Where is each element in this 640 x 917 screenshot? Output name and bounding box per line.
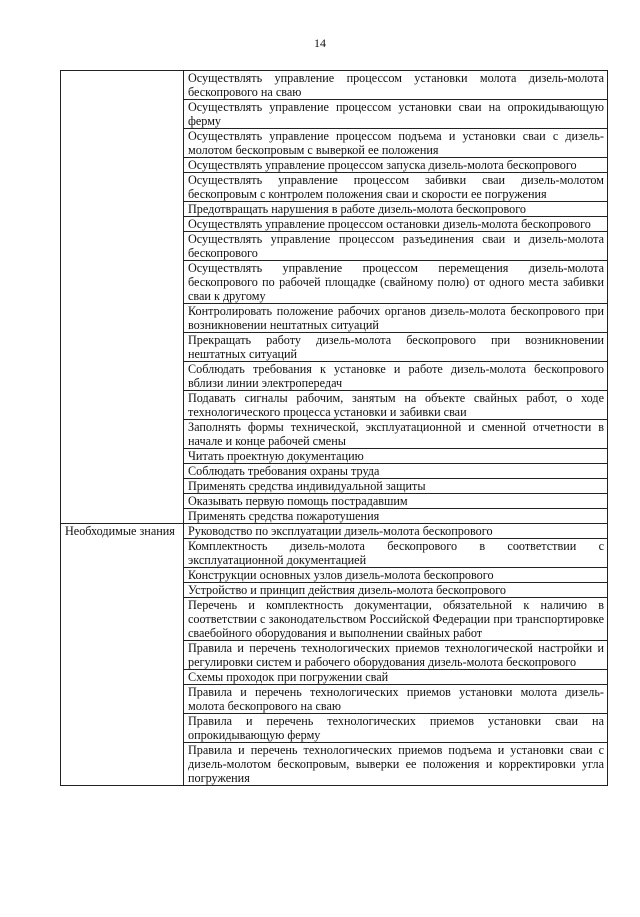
skill-item: Осуществлять управление процессом подъема и установки сваи с дизель-молотом бескопровым с выверкой ее положения xyxy=(184,129,608,158)
skill-item: Осуществлять управление процессом запуска дизель-молота бескопрового xyxy=(184,158,608,173)
page-number: 14 xyxy=(314,36,326,50)
requirements-table xyxy=(60,70,608,786)
skill-item: Применять средства пожаротушения xyxy=(184,509,608,524)
skill-item: Осуществлять управление процессом остановки дизель-молота бескопрового xyxy=(184,217,608,232)
skill-item: Применять средства индивидуальной защиты xyxy=(184,479,608,494)
knowledge-item: Конструкции основных узлов дизель-молота бескопрового xyxy=(184,568,608,583)
knowledge-item: Комплектность дизель-молота бескопрового в соответствии с эксплуатационной документацией xyxy=(184,539,608,568)
knowledge-item: Правила и перечень технологических приемов технологической настройки и регулировки систем и рабочего оборудования дизель-молота бескопрового xyxy=(184,641,608,670)
table-row xyxy=(61,71,608,100)
skill-item: Осуществлять управление процессом перемещения дизель-молота бескопрового по рабочей площадке (свайному полю) от одного места забивки сваи к другому xyxy=(184,261,608,304)
skill-item: Осуществлять управление процессом разъединения сваи и дизель-молота бескопрового xyxy=(184,232,608,261)
knowledge-item: Устройство и принцип действия дизель-молота бескопрового xyxy=(184,583,608,598)
skill-item: Соблюдать требования охраны труда xyxy=(184,464,608,479)
skill-item: Прекращать работу дизель-молота бескопрового при возникновении нештатных ситуаций xyxy=(184,333,608,362)
skill-item: Подавать сигналы рабочим, занятым на объекте свайных работ, о ходе технологического процесса установки и забивки сваи xyxy=(184,391,608,420)
skills-label-cell xyxy=(61,71,184,524)
knowledge-item: Правила и перечень технологических приемов установки сваи на опрокидывающую ферму xyxy=(184,714,608,743)
skill-item: Контролировать положение рабочих органов дизель-молота бескопрового при возникновении нештатных ситуаций xyxy=(184,304,608,333)
knowledge-item: Руководство по эксплуатации дизель-молота бескопрового xyxy=(184,524,608,539)
table-row xyxy=(61,524,608,539)
requirements-table-body xyxy=(61,71,608,786)
knowledge-item: Правила и перечень технологических приемов установки молота дизель-молота бескопрового на сваю xyxy=(184,685,608,714)
knowledge-item: Перечень и комплектность документации, обязательной к наличию в соответствии с законодательством Российской Федерации при транспортировке сваебойного оборудования и выполнении свайных работ xyxy=(184,598,608,641)
skill-item: Читать проектную документацию xyxy=(184,449,608,464)
skill-item: Осуществлять управление процессом установки молота дизель-молота бескопрового на сваю xyxy=(184,71,608,100)
knowledge-item: Правила и перечень технологических приемов подъема и установки сваи с дизель-молотом бескопровым, выверки ее положения и корректировки угла погружения xyxy=(184,743,608,786)
skill-item: Оказывать первую помощь пострадавшим xyxy=(184,494,608,509)
skill-item: Соблюдать требования к установке и работе дизель-молота бескопрового вблизи линии электропередач xyxy=(184,362,608,391)
skill-item: Заполнять формы технической, эксплуатационной и сменной отчетности в начале и конце рабочей смены xyxy=(184,420,608,449)
knowledge-item: Схемы проходок при погружении свай xyxy=(184,670,608,685)
skill-item: Предотвращать нарушения в работе дизель-молота бескопрового xyxy=(184,202,608,217)
skill-item: Осуществлять управление процессом установки сваи на опрокидывающую ферму xyxy=(184,100,608,129)
knowledge-label: Необходимые знания xyxy=(61,524,184,786)
skill-item: Осуществлять управление процессом забивки сваи дизель-молотом бескопровым с контролем положения сваи и скорости ее погружения xyxy=(184,173,608,202)
